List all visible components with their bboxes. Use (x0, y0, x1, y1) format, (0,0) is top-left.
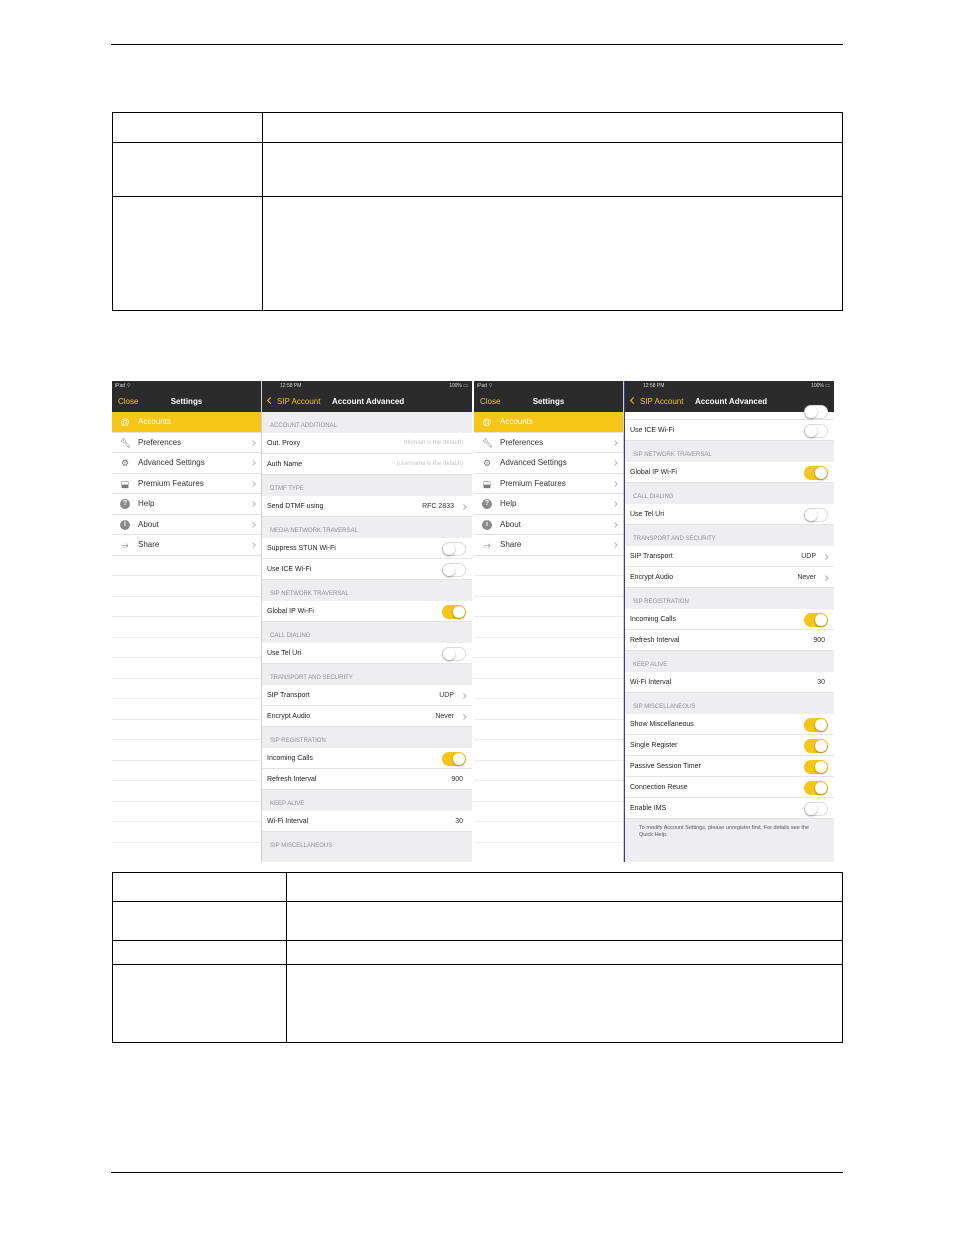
cell (113, 965, 287, 1043)
cell (113, 873, 287, 902)
refresh-interval-row[interactable] (625, 630, 834, 651)
cell (287, 965, 843, 1043)
section-header: SIP MISCELLANEOUS (633, 704, 696, 710)
back-button[interactable] (631, 391, 683, 412)
chevron-right-icon (612, 501, 618, 507)
global-ip-row (625, 462, 834, 483)
status-time: 12:58 PM (643, 383, 665, 389)
show-misc-row (625, 714, 834, 735)
empty-row (474, 576, 623, 597)
passive-session-timer-toggle[interactable] (804, 760, 828, 774)
use-tel-uri-toggle[interactable] (804, 508, 828, 522)
empty-row (474, 658, 623, 679)
info-icon: i (482, 520, 492, 530)
row-label: Connection Reuse (630, 784, 688, 791)
section-header: CALL DIALING (633, 494, 674, 500)
share-icon: ⭌ (483, 540, 491, 550)
empty-row (474, 740, 623, 761)
sidebar-item-about[interactable] (474, 515, 623, 536)
cell (263, 143, 843, 197)
sidebar-item-label: Help (500, 499, 517, 508)
row-label: Enable IMS (630, 805, 667, 812)
enable-ims-row (625, 798, 834, 819)
status-bar (262, 381, 472, 391)
row-label: Suppress STUN Wi-Fi (267, 545, 336, 552)
sidebar-title: Settings (170, 397, 203, 406)
suppress-stun-toggle[interactable] (442, 542, 466, 556)
empty-row (112, 576, 261, 597)
chevron-right-icon (250, 440, 256, 446)
row-value: UDP (801, 553, 816, 560)
section-header: MEDIA NETWORK TRAVERSAL (270, 528, 358, 534)
send-dtmf-row[interactable] (262, 496, 472, 517)
row-value: RFC 2833 (422, 503, 454, 510)
cart-icon: ⬓ (120, 478, 130, 489)
row-label: Passive Session Timer (630, 763, 701, 770)
chevron-right-icon (461, 714, 466, 719)
device-label: iPad ⌔ (477, 383, 494, 389)
empty-row (112, 720, 261, 741)
enable-ims-toggle[interactable] (804, 802, 828, 816)
empty-row (474, 556, 623, 577)
cell (113, 197, 263, 311)
row-value: 900 (451, 776, 463, 783)
section-header: SIP MISCELLANEOUS (270, 843, 333, 849)
sidebar-item-label: Share (138, 540, 160, 549)
empty-row (112, 679, 261, 700)
close-button[interactable]: Close (480, 397, 501, 406)
encrypt-audio-row[interactable] (262, 706, 472, 727)
empty-row (474, 781, 623, 802)
incoming-calls-toggle[interactable] (442, 752, 466, 766)
empty-row (112, 617, 261, 638)
sidebar-item-preferences[interactable] (474, 433, 623, 454)
row-label: Show Miscellaneous (630, 721, 694, 728)
row-label: Refresh Interval (267, 776, 317, 783)
device-label: iPad ⌔ (115, 383, 132, 389)
battery-indicator: 100% ▭ (811, 383, 830, 389)
status-bar (112, 381, 261, 391)
chevron-right-icon (612, 542, 618, 548)
sidebar-item-label: About (138, 519, 159, 529)
toggle-switch[interactable] (804, 405, 828, 419)
use-ice-row (625, 420, 834, 441)
sidebar-item-about[interactable] (112, 515, 261, 536)
row-label: Out. Proxy (267, 440, 301, 447)
wifi-interval-row[interactable] (625, 672, 834, 693)
empty-row (112, 761, 261, 782)
ipad-screenshot-left (112, 381, 472, 862)
row-value: Never (797, 574, 816, 581)
wrench-icon: 🔧︎ (120, 437, 132, 448)
row-label: Single Register (630, 742, 678, 749)
sidebar-item-label: Help (138, 499, 155, 508)
sidebar-item-label: Accounts (500, 417, 533, 426)
unregister-note: To modify Account Settings, please unregister first. For details see the Quick Help. (639, 825, 809, 838)
chevron-right-icon (461, 504, 466, 509)
sidebar-item-help[interactable] (474, 494, 623, 515)
section-header: TRANSPORT AND SECURITY (633, 536, 716, 542)
out-proxy-field[interactable] (262, 433, 472, 454)
status-time: 12:58 PM (280, 383, 302, 389)
empty-row (112, 658, 261, 679)
empty-row (474, 720, 623, 741)
chevron-right-icon (250, 460, 256, 466)
use-ice-row (262, 559, 472, 580)
sidebar-item-label: Premium Features (138, 478, 204, 488)
empty-row (112, 638, 261, 659)
row-label: Auth Name (267, 461, 303, 468)
row-label: Send DTMF using (267, 503, 324, 510)
back-button[interactable] (268, 391, 320, 412)
chevron-right-icon (461, 693, 466, 698)
row-value: 30 (817, 679, 825, 686)
row-label: Global IP Wi-Fi (630, 469, 677, 476)
section-header: CALL DIALING (270, 633, 311, 639)
row-label: SIP Transport (630, 553, 673, 560)
detail-title: Account Advanced (695, 397, 768, 406)
show-misc-toggle[interactable] (804, 718, 828, 732)
row-label: Incoming Calls (630, 616, 676, 623)
question-icon: ? (120, 499, 130, 509)
empty-row (112, 597, 261, 618)
empty-row (474, 617, 623, 638)
battery-indicator: 100% ▭ (449, 383, 468, 389)
detail-title: Account Advanced (332, 397, 405, 406)
sidebar-item-label: About (500, 519, 521, 529)
chevron-right-icon (250, 542, 256, 548)
empty-row (474, 597, 623, 618)
empty-row (112, 802, 261, 823)
at-icon: @ (482, 417, 492, 427)
settings-sidebar (112, 381, 262, 862)
global-ip-toggle[interactable] (804, 466, 828, 480)
cell (263, 197, 843, 311)
cart-icon: ⬓ (482, 478, 492, 489)
detail-navbar (625, 391, 834, 412)
detail-navbar (262, 391, 472, 412)
wrench-icon: 🔧︎ (482, 437, 494, 448)
settings-sidebar (474, 381, 624, 862)
empty-row (474, 679, 623, 700)
row-label: SIP Transport (267, 692, 310, 699)
empty-row (112, 843, 261, 863)
cell (113, 143, 263, 197)
question-icon: ? (482, 499, 492, 509)
cell (113, 902, 287, 941)
connection-reuse-row (625, 777, 834, 798)
at-icon: @ (120, 417, 130, 427)
row-label: Use ICE Wi-Fi (630, 427, 675, 434)
sidebar-item-preferences[interactable] (112, 433, 261, 454)
use-tel-uri-toggle[interactable] (442, 647, 466, 661)
account-advanced-panel (262, 381, 472, 862)
back-label: SIP Account (277, 397, 321, 406)
empty-row (112, 699, 261, 720)
sidebar-item-label: Share (500, 540, 522, 549)
global-ip-row (262, 601, 472, 622)
sidebar-navbar (474, 391, 623, 412)
row-label: Wi-Fi Interval (630, 679, 672, 686)
section-header: ACCOUNT ADDITIONAL (270, 423, 337, 429)
gears-icon: ⚙ (120, 458, 130, 468)
sidebar-item-label: Premium Features (500, 478, 566, 488)
cell (113, 941, 287, 965)
row-label: Use Tel Uri (267, 650, 302, 657)
incoming-calls-toggle[interactable] (804, 613, 828, 627)
share-icon: ⭌ (121, 540, 129, 550)
status-bar (474, 381, 623, 391)
empty-row (112, 781, 261, 802)
ipad-screenshot-right (474, 381, 834, 862)
use-ice-toggle[interactable] (804, 424, 828, 438)
chevron-right-icon (823, 575, 828, 580)
empty-row (112, 556, 261, 577)
cell (113, 113, 263, 143)
global-ip-toggle[interactable] (442, 605, 466, 619)
empty-row (112, 822, 261, 843)
row-value: UDP (439, 692, 454, 699)
chevron-left-icon (630, 397, 637, 404)
chevron-right-icon (612, 522, 618, 528)
sidebar-item-advanced-settings[interactable] (474, 453, 623, 474)
cell (263, 113, 843, 143)
refresh-interval-row[interactable] (262, 769, 472, 790)
suppress-stun-row (262, 538, 472, 559)
section-header: SIP NETWORK TRAVERSAL (270, 591, 349, 597)
use-tel-uri-row (262, 643, 472, 664)
sip-transport-row[interactable] (262, 685, 472, 706)
section-header: SIP REGISTRATION (633, 599, 689, 605)
scrolled-row (625, 412, 834, 420)
chevron-right-icon (250, 501, 256, 507)
passive-session-timer-row (625, 756, 834, 777)
screenshots (112, 381, 833, 862)
chevron-right-icon (823, 554, 828, 559)
row-label: Encrypt Audio (630, 574, 674, 581)
empty-row (474, 761, 623, 782)
row-label: Refresh Interval (630, 637, 680, 644)
empty-row (474, 802, 623, 823)
auth-name-placeholder: (username is the default) (396, 461, 463, 467)
sidebar-item-share[interactable] (474, 535, 623, 556)
row-value: 30 (455, 818, 463, 825)
connection-reuse-toggle[interactable] (804, 781, 828, 795)
sidebar-item-label: Preferences (138, 437, 182, 447)
empty-row (474, 822, 623, 843)
section-header: SIP NETWORK TRAVERSAL (633, 452, 712, 458)
row-value: Never (435, 713, 454, 720)
sidebar-item-label: Accounts (138, 417, 171, 426)
use-ice-toggle[interactable] (442, 563, 466, 577)
single-register-toggle[interactable] (804, 739, 828, 753)
cell (287, 941, 843, 965)
close-button[interactable]: Close (118, 397, 139, 406)
section-header: KEEP ALIVE (270, 801, 305, 807)
sidebar-item-label: Advanced Settings (500, 458, 567, 467)
chevron-left-icon (267, 397, 274, 404)
incoming-calls-row (625, 609, 834, 630)
top-table (112, 112, 843, 311)
sidebar-item-advanced-settings[interactable] (112, 453, 261, 474)
out-proxy-placeholder: (domain is the default) (403, 440, 463, 446)
auth-name-field[interactable] (262, 454, 472, 475)
cell (287, 902, 843, 941)
chevron-right-icon (612, 460, 618, 466)
sidebar-item-premium-features[interactable] (112, 474, 261, 495)
sidebar-item-label: Preferences (500, 437, 544, 447)
row-label: Use ICE Wi-Fi (267, 566, 312, 573)
row-label: Use Tel Uri (630, 511, 665, 518)
empty-row (474, 638, 623, 659)
sidebar-title: Settings (532, 397, 565, 406)
status-bar (625, 381, 834, 391)
section-header: SIP REGISTRATION (270, 738, 326, 744)
account-advanced-panel (624, 381, 834, 862)
chevron-right-icon (612, 481, 618, 487)
sidebar-item-accounts[interactable] (112, 412, 261, 433)
wifi-interval-row[interactable] (262, 811, 472, 832)
back-label: SIP Account (640, 397, 684, 406)
encrypt-audio-row[interactable] (625, 567, 834, 588)
incoming-calls-row (262, 748, 472, 769)
sidebar-item-premium-features[interactable] (474, 474, 623, 495)
cell (287, 873, 843, 902)
sidebar-item-accounts[interactable] (474, 412, 623, 433)
footer-rule (111, 1172, 843, 1173)
section-header: DTMF TYPE (270, 486, 304, 492)
section-header: KEEP ALIVE (633, 662, 668, 668)
row-label: Global IP Wi-Fi (267, 608, 314, 615)
header-rule (111, 44, 843, 45)
sip-transport-row[interactable] (625, 546, 834, 567)
gears-icon: ⚙ (482, 458, 492, 468)
sidebar-item-share[interactable] (112, 535, 261, 556)
info-icon: i (120, 520, 130, 530)
sidebar-item-label: Advanced Settings (138, 458, 205, 467)
row-label: Encrypt Audio (267, 713, 311, 720)
sidebar-navbar (112, 391, 261, 412)
single-register-row (625, 735, 834, 756)
empty-row (474, 843, 623, 863)
row-value: 900 (813, 637, 825, 644)
section-header: TRANSPORT AND SECURITY (270, 675, 353, 681)
row-label: Wi-Fi Interval (267, 818, 309, 825)
chevron-right-icon (250, 481, 256, 487)
empty-row (112, 740, 261, 761)
empty-row (474, 699, 623, 720)
chevron-right-icon (250, 522, 256, 528)
sidebar-item-help[interactable] (112, 494, 261, 515)
bottom-table (112, 872, 843, 1043)
use-tel-uri-row (625, 504, 834, 525)
chevron-right-icon (612, 440, 618, 446)
row-label: Incoming Calls (267, 755, 313, 762)
